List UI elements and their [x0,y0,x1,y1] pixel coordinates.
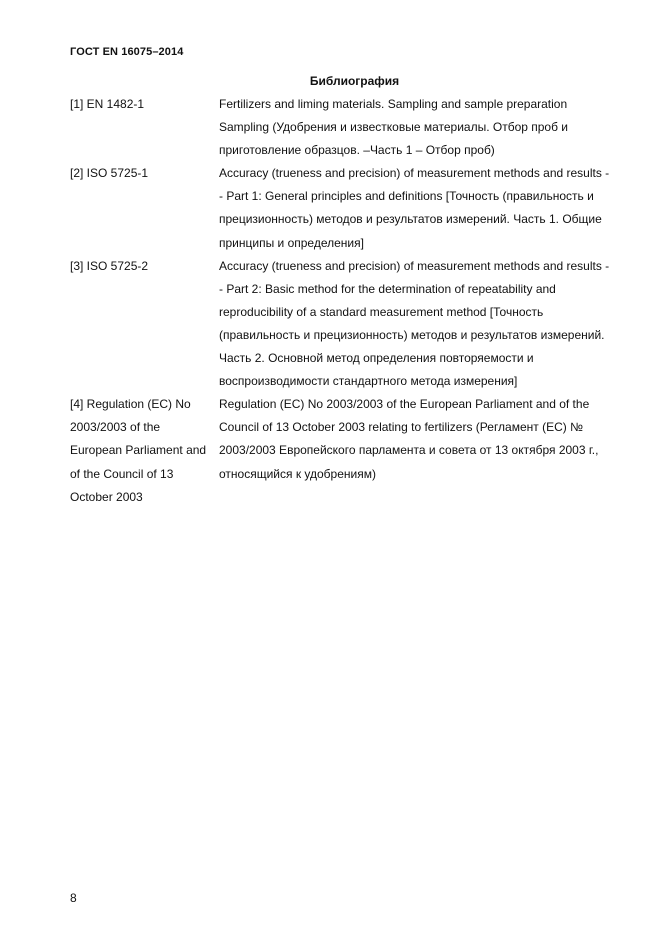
bibliography-description: Regulation (EC) No 2003/2003 of the European Parliament and of the Council of 13 October 2003 relating to fertilizers (Регламент (EC) № 2003/2003 Европейского парламента и совета от 13 октября 2003 г., относящийся к удобрениям) [219,397,599,481]
page-number: 8 [70,891,77,905]
bibliography-description: Accuracy (trueness and precision) of measurement methods and results -- Part 2: Basic method for the determination of repeatability and reproducibility of a standard measurement method [Точность (правильность и прецизионность) методов и результатов измерений. Часть 2. Основной метод определения повторяемости и воспроизводимости стандартного метода измерения] [219,258,610,389]
bibliography-description: Fertilizers and liming materials. Sampling and sample preparation Sampling (Удобрения и известковые материалы. Отбор проб и приготовление образцов. –Часть 1 – Отбор проб) [219,97,569,158]
bibliography-ref: [1] EN 1482-1 [70,97,145,111]
bibliography-entry [70,255,610,394]
bibliography-entry [70,93,610,162]
document-header: ГОСТ EN 16075–2014 [70,46,184,58]
bibliography-ref: [2] ISO 5725-1 [70,166,149,181]
section-title: Библиография [309,74,400,88]
bibliography-ref: [3] ISO 5725-2 [70,258,149,273]
bibliography-entry [70,162,610,254]
bibliography-ref: [4] Regulation (EC) No 2003/2003 of the European Parliament and of the Council of 13 October 2003 [70,397,207,504]
bibliography-description: Accuracy (trueness and precision) of measurement methods and results -- Part 1: General principles and definitions [Точность (правильность и прецизионность) методов и результатов измерений. Часть 1. Общие принципы и определения] [219,166,610,250]
bibliography-entry [70,393,610,508]
bibliography-list [70,93,610,509]
